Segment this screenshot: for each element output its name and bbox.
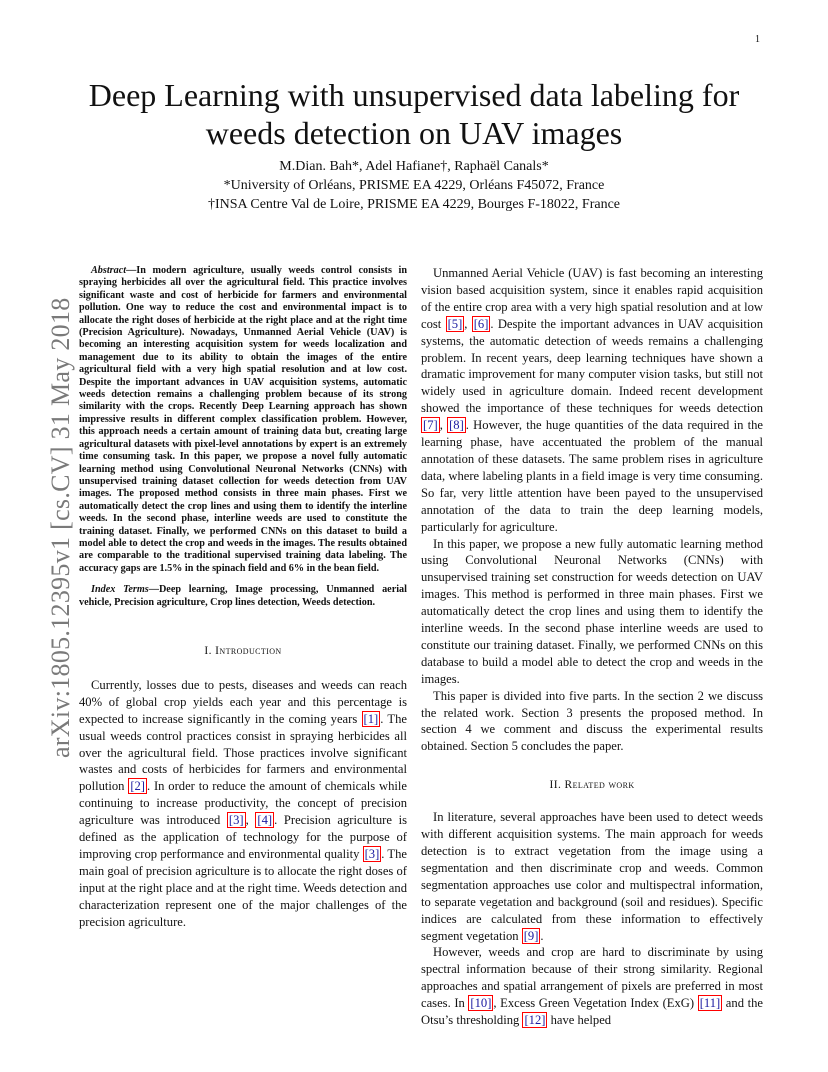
citation-label: [5] xyxy=(447,316,463,331)
citation-link[interactable] xyxy=(227,812,246,828)
citation-label: [4] xyxy=(257,813,273,828)
text-run: . The main goal of precision agriculture is to allocate the right doses of input at the right place and at the right time. Weeds detection and characterization represent one of the major challenges of the precision agriculture. xyxy=(79,846,407,929)
citation-label: [9] xyxy=(523,928,539,943)
related-paragraph-1 xyxy=(421,809,763,944)
text-run: However, weeds and crop are hard to discriminate by using spectral information because of their strong similarity. Regional approaches and spatial arrangement of pixels are preferred in most cases. In xyxy=(421,945,763,1011)
citation-label: [8] xyxy=(449,418,464,433)
citation-label: [12] xyxy=(524,1013,546,1028)
text-run: . Precision agriculture is defined as the application of technology for the purpose of improving crop performance and environmental quality xyxy=(79,813,407,861)
citation-link[interactable] xyxy=(255,812,274,828)
text-run: Currently, losses due to pests, diseases and weeds can reach 40% of global crop yields each year and this percentage is expected to increase significantly in the coming years xyxy=(79,677,407,726)
text-run: have helped xyxy=(547,1013,612,1028)
citation-link[interactable] xyxy=(468,995,493,1011)
outline-paragraph: This paper is divided into five parts. In the section 2 we discuss the related work. Section 3 presents the proposed method. In section 4 we comment and discuss the experimental results obtained. Section 5 concludes the paper. xyxy=(421,688,763,754)
index-terms-text: —Deep learning, Image processing, Unmanned aerial vehicle, Precision agriculture, Crop lines detection, Weeds detection. xyxy=(79,584,407,608)
citation-link[interactable] xyxy=(446,316,465,332)
citation-link[interactable] xyxy=(522,1012,547,1028)
text-run: and the Otsu’s thresholding xyxy=(421,996,763,1028)
method-paragraph: In this paper, we propose a new fully automatic learning method using Convolutional Neuronal Networks (CNNs) with unsupervised training set construction for weeds detection on UAV images. This method is performed in three main phases. First we automatically detect the crop lines and using them to identify the interline weeds. In the second phase interline weeds are used to constitute our training dataset. Finally, we performed CNNs on this database to build a model able to detect the crop and weeds in the images. xyxy=(421,536,763,686)
abstract-lead: Abstract xyxy=(91,265,127,276)
citation-link[interactable] xyxy=(698,995,723,1011)
citation-label: [11] xyxy=(699,996,721,1011)
citation-label: [3] xyxy=(228,813,244,828)
abstract-text: —In modern agriculture, usually weeds control consists in spraying herbicides all over the agricultural field. This practice involves significant waste and cost of herbicide for farmers and environmental pollution. One way to reduce the cost and environmental impact is to allocate the right doses of herbicide at the right place and at the right time (Precision Agriculture). Nowadays, Unmanned Aerial Vehicle (UAV) is becoming an interesting acquisition system for weeds localization and management due to its ability to obtain the images of the entire agricultural field with a very high spatial resolution and at low cost. Despite the important advances in UAV acquisition systems, automatic weeds detection remains a challenging problem because of its strong similarity with the crops. Recently Deep Learning approach has shown impressive results in different complex classification problem. However, this approach needs a certain amount of training data but, creating large agricultural datasets with pixel-level annotations by expert is an extremely time consuming task. In this paper, we propose a novel fully automatic learning method using Convolutional Neuronal Networks (CNNs) with unsupervised training dataset collection for weeds detection from UAV images. The proposed method consists in three main phases. First we automatically detect the crop lines and using them to identify the interline weeds. In the second phase, interline weeds are used to constitute the training dataset. Finally, we performed CNNs on this dataset to build a model able to detect the crop and weeds in the images. The results obtained are comparable to the traditional supervised training data labeling. The accuracy gaps are 1.5% in the spinach field and 6% in the bean field. xyxy=(79,265,407,574)
author-names: M.Dian. Bah*, Adel Hafiane†, Raphaël Canals* xyxy=(279,159,549,174)
text-run: . Despite the important advances in UAV acquisition systems, the automatic detection of weeds remains a challenging problem. In recent years, deep learning techniques have shown a dramatic improvement for many computer vision tasks, but still not widely used in agriculture domain. Indeed recent development showed the importance of these techniques for weeds detection xyxy=(421,316,764,416)
citation-label: [1] xyxy=(363,711,379,726)
citation-label: [7] xyxy=(423,418,438,433)
right-column xyxy=(421,265,763,1029)
index-terms-lead: Index Terms xyxy=(91,584,149,596)
text-run: , xyxy=(439,418,448,433)
citation-link[interactable] xyxy=(362,711,381,727)
text-run: In literature, several approaches have been used to detect weeds with different acquisition systems. The main approach for weeds detection is to extract vegetation from the image using a segmentation and then discriminate crop and weeds. Common segmentation approaches use color and multispectral information, to separate vegetation and background (soil and residues). Specific indices are calculated from these information to effectively segment vegetation xyxy=(421,810,763,943)
author-block xyxy=(60,157,768,214)
section-heading-introduction: I. Introduction xyxy=(204,644,282,657)
index-terms xyxy=(79,584,407,609)
related-paragraph-2 xyxy=(421,944,763,1029)
citation-link[interactable] xyxy=(447,417,466,433)
abstract xyxy=(79,265,407,575)
intro-paragraph xyxy=(79,677,407,931)
text-run: . However, the huge quantities of the data required in the learning phase, have accentuated the problem of the manual annotation of these datasets. The same problem rises in agriculture data, where labeling plants in a field image is very time consuming. So far, very little attention have been payed to the unsupervised annotation of the data to train the deep learning models, particularly for agriculture. xyxy=(421,418,764,534)
text-run: , xyxy=(464,316,472,331)
citation-label: [3] xyxy=(364,846,380,861)
citation-link[interactable] xyxy=(421,417,440,433)
text-run: , xyxy=(245,813,256,828)
text-run: . xyxy=(540,928,544,943)
text-run: Unmanned Aerial Vehicle (UAV) is fast becoming an interesting vision based acquisition system, since it enables rapid acquisition of the entire crop area with a very high spatial resolution and at low cost xyxy=(421,266,763,331)
paper-title: Deep Learning with unsupervised data labeling for weeds detection on UAV images xyxy=(88,77,740,151)
left-column xyxy=(79,265,407,930)
citation-label: [2] xyxy=(130,779,145,794)
citation-link[interactable] xyxy=(363,846,382,862)
page-number: 1 xyxy=(755,34,760,45)
citation-label: [6] xyxy=(473,316,489,331)
citation-link[interactable] xyxy=(522,928,544,944)
affiliation-insa: †INSA Centre Val de Loire, PRISME EA 4229, Bourges F-18022, France xyxy=(207,197,621,212)
arxiv-identifier: arXiv:1805.12395v1 [cs.CV] 31 May 2018 xyxy=(46,297,75,758)
text-run: . The usual weeds control practices consist in spraying herbicides all over the agricultural field. Those practices involve significant wastes and costs of herbicides for farmers and environmental pollution xyxy=(79,711,407,794)
section-heading-related-work: II. Related work xyxy=(549,779,635,792)
text-run: . In order to reduce the amount of chemicals while continuing to increase productivity, the concept of precision agriculture was introduced xyxy=(79,779,407,828)
citation-link[interactable] xyxy=(472,316,491,332)
citation-label: [10] xyxy=(470,996,492,1011)
uav-paragraph xyxy=(421,265,763,536)
affiliation-orleans: *University of Orléans, PRISME EA 4229, Orléans F45072, France xyxy=(223,178,605,193)
text-run: , Excess Green Vegetation Index (ExG) xyxy=(493,996,698,1011)
citation-link[interactable] xyxy=(128,778,147,794)
